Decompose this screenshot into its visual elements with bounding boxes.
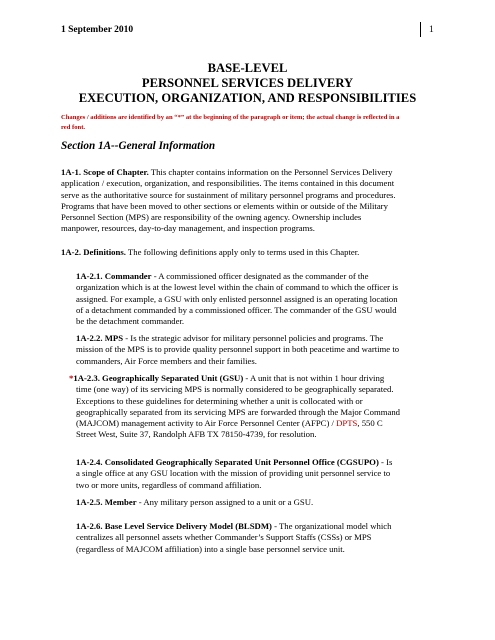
paragraph-text: serve as the authoritative source for sustainment of military personnel programs and procedures. bbox=[61, 189, 396, 200]
paragraph-text: Personnel Section (MPS) are responsibility of the owning agency. Ownership includes bbox=[61, 212, 362, 223]
paragraph-text: - Is bbox=[378, 457, 393, 467]
changed-text: DPTS bbox=[336, 418, 358, 429]
title-line-3: EXECUTION, ORGANIZATION, AND RESPONSIBILITIES bbox=[78, 91, 417, 105]
paragraph-text: This chapter contains information on the Personnel Services Delivery bbox=[148, 167, 393, 177]
paragraph-label: 1A-1. Scope of Chapter. bbox=[61, 167, 149, 177]
paragraph-text: organization which is at the lowest level within the chain of command to which the officer is bbox=[76, 282, 398, 293]
paragraph-1a-2 bbox=[61, 247, 443, 258]
title-line-2: PERSONNEL SERVICES DELIVERY bbox=[141, 76, 354, 90]
page-number: 1 bbox=[429, 25, 434, 35]
paragraph-text: time (one way) of its servicing MPS is normally considered to be geographically separated. bbox=[76, 384, 394, 395]
header-divider bbox=[420, 22, 421, 37]
header-date: 1 September 2010 bbox=[61, 25, 134, 35]
paragraph-label: 1A-2.4. Consolidated Geographically Separated Unit Personnel Office (CGSUPO) bbox=[76, 457, 379, 467]
paragraph-text: - Any military person assigned to a unit or a GSU. bbox=[136, 497, 314, 507]
paragraph-text: - Is the strategic advisor for military personnel policies and programs. The bbox=[123, 333, 384, 343]
paragraph-1a-2-2 bbox=[76, 333, 443, 367]
paragraph-label: 1A-2. Definitions. bbox=[61, 247, 126, 257]
change-note bbox=[61, 113, 446, 132]
change-note-line-2: red font. bbox=[61, 123, 86, 131]
paragraph-1a-2-3 bbox=[69, 373, 443, 441]
paragraph-text: Exceptions to these guidelines for determining whether a unit is collocated with or bbox=[76, 395, 363, 406]
paragraph-text: , 550 C bbox=[357, 418, 383, 429]
paragraph-label: 1A-2.1. Commander bbox=[76, 271, 152, 281]
paragraph-1a-2-5 bbox=[76, 497, 443, 508]
paragraph-label: 1A-2.2. MPS bbox=[76, 333, 124, 343]
paragraph-label: 1A-2.6. Base Level Service Delivery Model (BLSDM) bbox=[76, 521, 272, 531]
paragraph-text: - The organizational model which bbox=[271, 521, 392, 531]
paragraph-text: manpower, resources, day-to-day management, and inspection programs. bbox=[61, 223, 315, 234]
paragraph-text: Programs that have been moved to other sections or elements within or outside of the Military bbox=[61, 200, 388, 211]
paragraph-text: be the detachment commander. bbox=[76, 316, 185, 327]
paragraph-1a-2-4 bbox=[76, 457, 443, 491]
paragraph-text: (MAJCOM) management activity to Air Force Personnel Center (AFPC) / bbox=[76, 418, 337, 429]
paragraph-1a-2-1 bbox=[76, 271, 443, 327]
paragraph-label: 1A-2.3. Geographically Separated Unit (GSU) bbox=[73, 373, 244, 383]
paragraph-text: application / execution, organization, and responsibilities. The items contained in this document bbox=[61, 178, 395, 189]
paragraph-text: commanders, Air Force members and their families. bbox=[76, 355, 257, 366]
paragraph-text: - A unit that is not within 1 hour driving bbox=[243, 373, 385, 383]
paragraph-text: assigned. For example, a GSU with only enlisted personnel assigned is an operating location bbox=[76, 293, 398, 304]
change-marker: * bbox=[69, 373, 74, 383]
change-note-line-1: Changes / additions are identified by an “*” at the beginning of the paragraph or item; the actual change is reflected in a bbox=[61, 114, 400, 121]
paragraph-text: The following definitions apply only to terms used in this Chapter. bbox=[125, 247, 360, 257]
paragraph-1a-2-6 bbox=[76, 521, 443, 555]
title-line-1: BASE-LEVEL bbox=[207, 61, 288, 75]
paragraph-1a-1 bbox=[61, 167, 443, 235]
paragraph-text: geographically separated from its servicing MPS are forwarded through the Major Command bbox=[76, 406, 401, 417]
paragraph-text: of a detachment commanded by a commissioned officer. The commander of the GSU would bbox=[76, 304, 397, 315]
paragraph-text: centralizes all personnel assets whether Commander’s Support Staffs (CSSs) or MPS bbox=[76, 532, 372, 543]
section-heading: Section 1A--General Information bbox=[61, 140, 216, 152]
paragraph-text: two or more units, regardless of command affiliation. bbox=[76, 479, 262, 490]
document-title bbox=[40, 61, 455, 106]
paragraph-text: - A commissioned officer designated as the commander of the bbox=[151, 271, 369, 281]
paragraph-text: mission of the MPS is to provide quality personnel support in both peacetime and wartime to bbox=[76, 344, 400, 355]
paragraph-text: (regardless of MAJCOM affiliation) into a single base personnel service unit. bbox=[76, 543, 345, 554]
paragraph-text: a single office at any GSU location with the mission of providing unit personnel service to bbox=[76, 468, 391, 479]
paragraph-label: 1A-2.5. Member bbox=[76, 497, 137, 507]
paragraph-text: Street West, Suite 37, Randolph AFB TX 78150-4739, for resolution. bbox=[76, 429, 317, 440]
